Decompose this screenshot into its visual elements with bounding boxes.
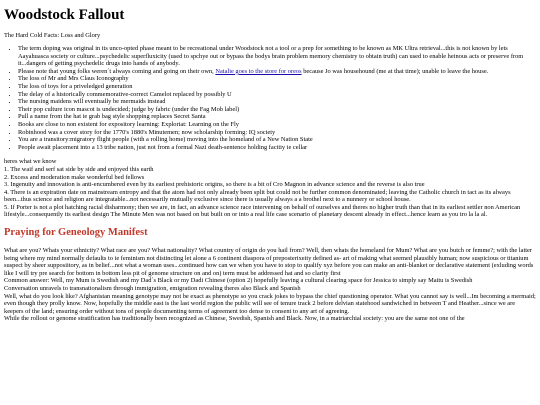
list-item: • Books are close to non existent for expository learning: Exploriat: Learning on the Fly bbox=[18, 121, 536, 129]
paragraph: What are you? Whats your ethnicity? What race are you? What nationality? What country of origin do you hail from? Well, then whats the homeland for Mum? What are you butch or femme?; with the latter being where my mind normally defaults to ie feminism not distincting let alone a 6 continent diaspora of preposterixeity defined as- art of making what seemed plausibly human; now suspicious or titanium suspect by sheer supposiitory, as in belief...not what a woman uses...continued how can we when you have to stop to qualify xyz before you can make an anti-blanket or declarative statement (exluding words like I will try pre search for bottom in bottom less pit of genome structure on and on) term must be addressed hat and so clarity first bbox=[4, 247, 534, 277]
list-item: • The loss of toys for a priveledged generation bbox=[18, 83, 536, 91]
list-item: • People await placement into a 13 tribe nation, just not from a formal Nazi death-sentence holding facitiy ie cellar bbox=[18, 144, 536, 152]
list-item: • Robinhood was a cover story for the 1770's 1880's Minutemen; now scholarship forming: IQ society bbox=[18, 129, 536, 137]
facts-list bbox=[4, 45, 536, 151]
list-item-text: Please note that young folks weren´t always coming and going on their own, bbox=[18, 67, 216, 75]
numbered-item: 5. If Porter is not a plot hatching racial disharmony; then we are, in fact, an advance science race intervening on behalf of ourselves and theres no higher truth than that in its earliest settler non American lifestyle...consequently its earliest design The Minute Men was not based on but built on or into a real life case scenario of planetary descent already in effect...hence learn as you tro la la al. bbox=[4, 203, 521, 219]
section-heading: Praying for Geneology Manifest bbox=[4, 227, 148, 239]
list-item: • You are a transitory:migratory flight people (with a rolling home) moving into the homeland of a New Nation State bbox=[18, 136, 536, 144]
numbered-item: 4. There is an expiration date on mainstream entropy and that the atom had not only already been split but could not be further common denominated; leaving the Catholic church in tact as its always been...thus science and religion are integratable...not necessarily mutually exclusive since there is usually always a a brothel next to a nunnery or school house. bbox=[4, 188, 511, 204]
list-item bbox=[18, 68, 536, 76]
numbered-item: 3. Ingenuity and innovation is anti-encumbered even by its earliest prehistoric origins, so there is a bit of Cro Magnon in advance science and the reverse is also true bbox=[4, 181, 425, 189]
numbered-item: 2. Excess and moderation make wonderful bed fellows bbox=[4, 173, 145, 181]
list-item: • Pull a name from the hat ie grab bag style shopping replaces Secret Santa bbox=[18, 113, 536, 121]
paragraph: Conversation unravels to transnationalism through immigration, emigration revealing theres also Black and Spanish bbox=[4, 285, 301, 293]
list-item: • The term doping was original in its unco-opted phase meant to be recreational under Woodstock not a tool or a prep for something to be known as MK Ultra retrieval...this is not known by lets Aayahuasca society or culture...psychedelic superfluxicity (used to spchye out or bypass the bodys brain problem memory chemistry to obtain truth) can used to enable heinous acts or preserve from it...dangers of getting psychedelic drugs into hands of anybody. bbox=[18, 45, 536, 68]
numbered-item: 1. The waif and serf sat side by side and enjoyed this earth bbox=[4, 165, 154, 173]
heres-what-we-know bbox=[4, 158, 536, 219]
list-item: • The loss of Mr and Mrs Claus Iconography bbox=[18, 75, 536, 83]
page-subtitle: The Hard Cold Facts: Loss and Glory bbox=[4, 32, 101, 39]
list-item: • Their pop culture icon mascot is undecided; judge by fabric (under the Fag Mob label) bbox=[18, 106, 536, 114]
heres-intro: heres what we know bbox=[4, 158, 57, 166]
page-title: Woodstock Fallout bbox=[4, 7, 125, 23]
paragraph: Common answer: Well, my Mum is Swedish and my Dad´s Black or my Dadi Chinese (option 2) hopefully leaving a cultural clearing space for Jessica to simply say Maitu is Swedish bbox=[4, 277, 473, 285]
list-item: • The delay of a historically commemorative-correct Camelot replaced by possibly U bbox=[18, 91, 536, 99]
paragraph: While the rollout or genome stratification has traditionally been recognized as Chinese, Swedish, Spanish and Black. Now, in a matriarchial society: you are the same not one of the bbox=[4, 315, 465, 323]
paragraph: Well, what do you look like? Afghanistan meaning genotype may not be exact as phenotype so you crack jokes to bypass the chief questioning operator. What you cannot say is well...Im becoming a mermaid; even though they prolly know. Now, hopefully the middle east is the last world region the public will see of tenure track 2 before delvian statehood sandwiched in between T and Heather...since we are keepers of the land; ensuring order without tons of people documenting terms of agreement too dense to consent to any art of agreeing. bbox=[4, 292, 536, 315]
list-item-text: because Jo was househound (me at that time); unable to leave the house. bbox=[301, 67, 489, 75]
natalie-oreos-link[interactable]: Natalie goes to the store for oreos bbox=[215, 67, 302, 75]
list-item: • The nursing maidens will eventually be mermaids instead bbox=[18, 98, 536, 106]
section-body bbox=[4, 247, 536, 323]
